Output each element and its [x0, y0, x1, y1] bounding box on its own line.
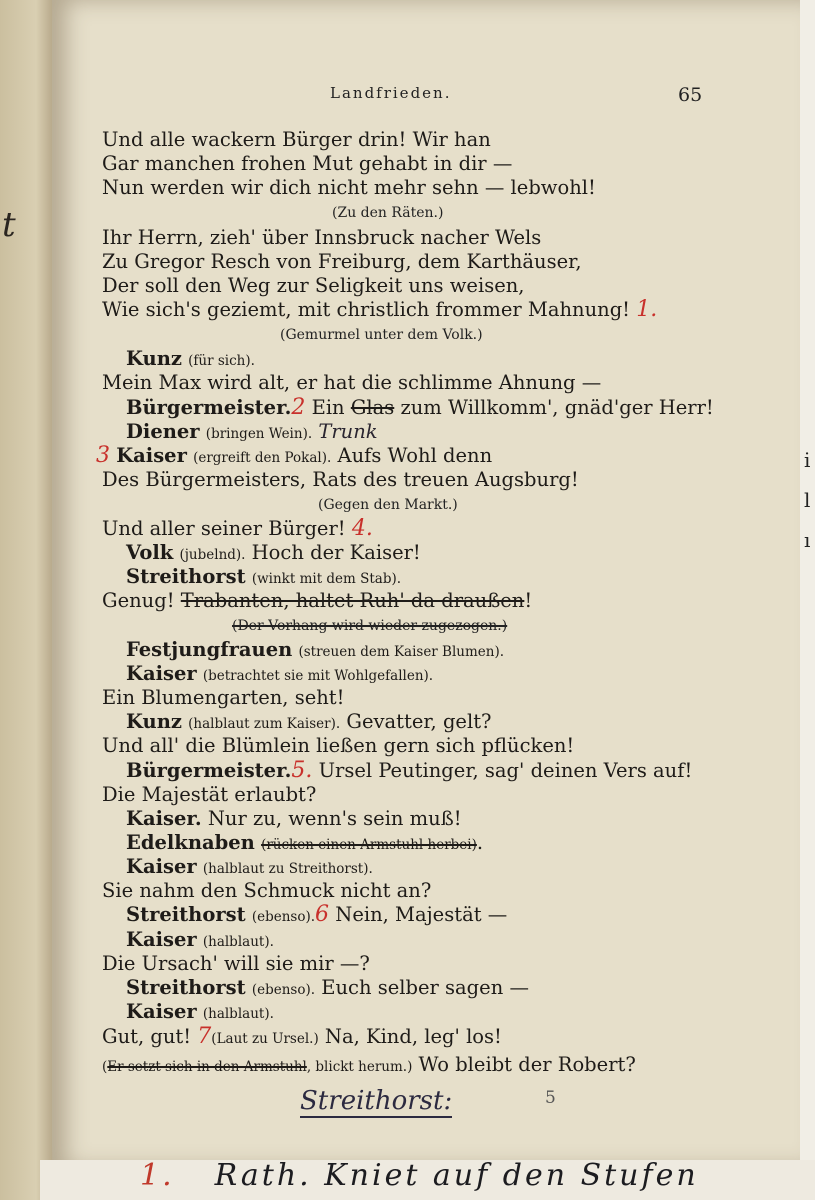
speaker-name: Kunz: [126, 347, 182, 370]
red-cue-number: 4.: [351, 516, 373, 541]
speaker-line: Kaiser (halblaut).: [126, 928, 274, 951]
speaker-line: Streithorst (ebenso).6 Nein, Majestät —: [126, 902, 508, 927]
speaker-line: Volk (jubelnd). Hoch der Kaiser!: [126, 541, 421, 564]
verse-line: (Er setzt sich in den Armstuhl, blickt herum.) Wo bleibt der Robert?: [102, 1053, 636, 1076]
speaker-line: Kaiser (betrachtet sie mit Wohlgefallen).: [126, 662, 434, 685]
speaker-line: Streithorst (ebenso). Euch selber sagen —: [126, 976, 529, 999]
speaker-name: Streithorst: [126, 903, 246, 926]
speaker-line: Bürgermeister.2 Ein Glas zum Willkomm', gnäd'ger Herr!: [126, 395, 714, 420]
verse-line: Zu Gregor Resch von Freiburg, dem Karthäuser,: [102, 250, 582, 273]
speaker-name: Kunz: [126, 710, 182, 733]
speaker-line: Edelknaben (rücken einen Armstuhl herbei).: [126, 831, 484, 854]
speaker-name: Kaiser: [126, 855, 197, 878]
verse-line: Gut, gut! 7(Laut zu Ursel.) Na, Kind, leg' los!: [102, 1024, 502, 1049]
red-cue-number: 1.: [636, 297, 658, 322]
speaker-name: Diener: [126, 420, 200, 443]
red-cue-number: 2: [291, 395, 306, 420]
stage-direction: (Der Vorhang wird wieder zugezogen.): [232, 618, 508, 634]
speaker-name: Streithorst: [126, 976, 246, 999]
red-cue-number: 5.: [291, 758, 313, 783]
speaker-line: Kunz (für sich).: [126, 347, 255, 370]
speaker-name: Streithorst: [126, 565, 246, 588]
speaker-name: Kaiser.: [126, 807, 202, 830]
speaker-line: Kaiser. Nur zu, wenn's sein muß!: [126, 807, 462, 830]
verse-line: Des Bürgermeisters, Rats des treuen Augsburg!: [102, 468, 579, 491]
speaker-name: Edelknaben: [126, 831, 255, 854]
speaker-line: Diener (bringen Wein). Trunk: [126, 420, 378, 443]
signature-number: 5: [545, 1088, 556, 1108]
speaker-line: Streithorst (winkt mit dem Stab).: [126, 565, 402, 588]
verse-line: Mein Max wird alt, er hat die schlimme Ahnung —: [102, 371, 602, 394]
left-page-edge: [0, 0, 60, 1200]
speaker-line: Kunz (halblaut zum Kaiser). Gevatter, gelt?: [126, 710, 492, 733]
stage-direction: (Gegen den Markt.): [318, 497, 458, 513]
stage-direction: (Gemurmel unter dem Volk.): [280, 327, 483, 343]
verse-line: Ein Blumengarten, seht!: [102, 686, 345, 709]
speaker-name: Kaiser: [126, 928, 197, 951]
verse-line: Wie sich's geziemt, mit christlich frommer Mahnung! 1.: [102, 297, 658, 322]
page-number: 65: [678, 84, 703, 106]
speaker-name: Kaiser: [126, 662, 197, 685]
verse-line: Ihr Herrn, zieh' über Innsbruck nacher Wels: [102, 226, 542, 249]
verse-line: Und alle wackern Bürger drin! Wir han: [102, 128, 491, 151]
handwritten-signature: Streithorst:: [300, 1086, 453, 1116]
right-page-edge: [800, 0, 815, 1170]
speaker-line: Kaiser (halblaut zu Streithorst).: [126, 855, 373, 878]
speaker-line: Festjungfrauen (streuen dem Kaiser Blumen).: [126, 638, 505, 661]
speaker-name: Bürgermeister.: [126, 396, 292, 419]
speaker-name: Volk: [126, 541, 174, 564]
verse-line: Gar manchen frohen Mut gehabt in dir —: [102, 152, 513, 175]
right-margin-marks: i l ı: [804, 448, 811, 552]
verse-line: Die Majestät erlaubt?: [102, 783, 317, 806]
red-cue-number: 6: [315, 902, 330, 927]
verse-line: Der soll den Weg zur Seligkeit uns weisen,: [102, 274, 525, 297]
speaker-name: Bürgermeister.: [126, 759, 292, 782]
red-cue-number: 3: [96, 443, 110, 468]
verse-line: Sie nahm den Schmuck nicht an?: [102, 879, 432, 902]
left-margin-mark: t: [2, 205, 16, 245]
red-cue-number: 7: [197, 1024, 212, 1049]
running-title: Landfrieden.: [330, 84, 452, 102]
verse-line: Die Ursach' will sie mir —?: [102, 952, 370, 975]
speaker-line: 3 Kaiser (ergreift den Pokal). Aufs Wohl denn: [96, 443, 493, 468]
verse-line: Genug! Trabanten, haltet Ruh' da draußen!: [102, 589, 533, 612]
speaker-line: Kaiser (halblaut).: [126, 1000, 274, 1023]
speaker-name: Festjungfrauen: [126, 638, 293, 661]
speaker-name: Kaiser: [116, 444, 187, 467]
verse-line: Und aller seiner Bürger! 4.: [102, 516, 373, 541]
bottom-handwriting: 1. Rath. Kniet auf den Stufen: [140, 1158, 699, 1193]
stage-direction: (Zu den Räten.): [332, 205, 444, 221]
verse-line: Nun werden wir dich nicht mehr sehn — lebwohl!: [102, 176, 596, 199]
speaker-name: Kaiser: [126, 1000, 197, 1023]
handwritten-correction: Trunk: [318, 420, 378, 443]
verse-line: Und all' die Blümlein ließen gern sich pflücken!: [102, 734, 575, 757]
speaker-line: Bürgermeister.5. Ursel Peutinger, sag' deinen Vers auf!: [126, 758, 693, 783]
